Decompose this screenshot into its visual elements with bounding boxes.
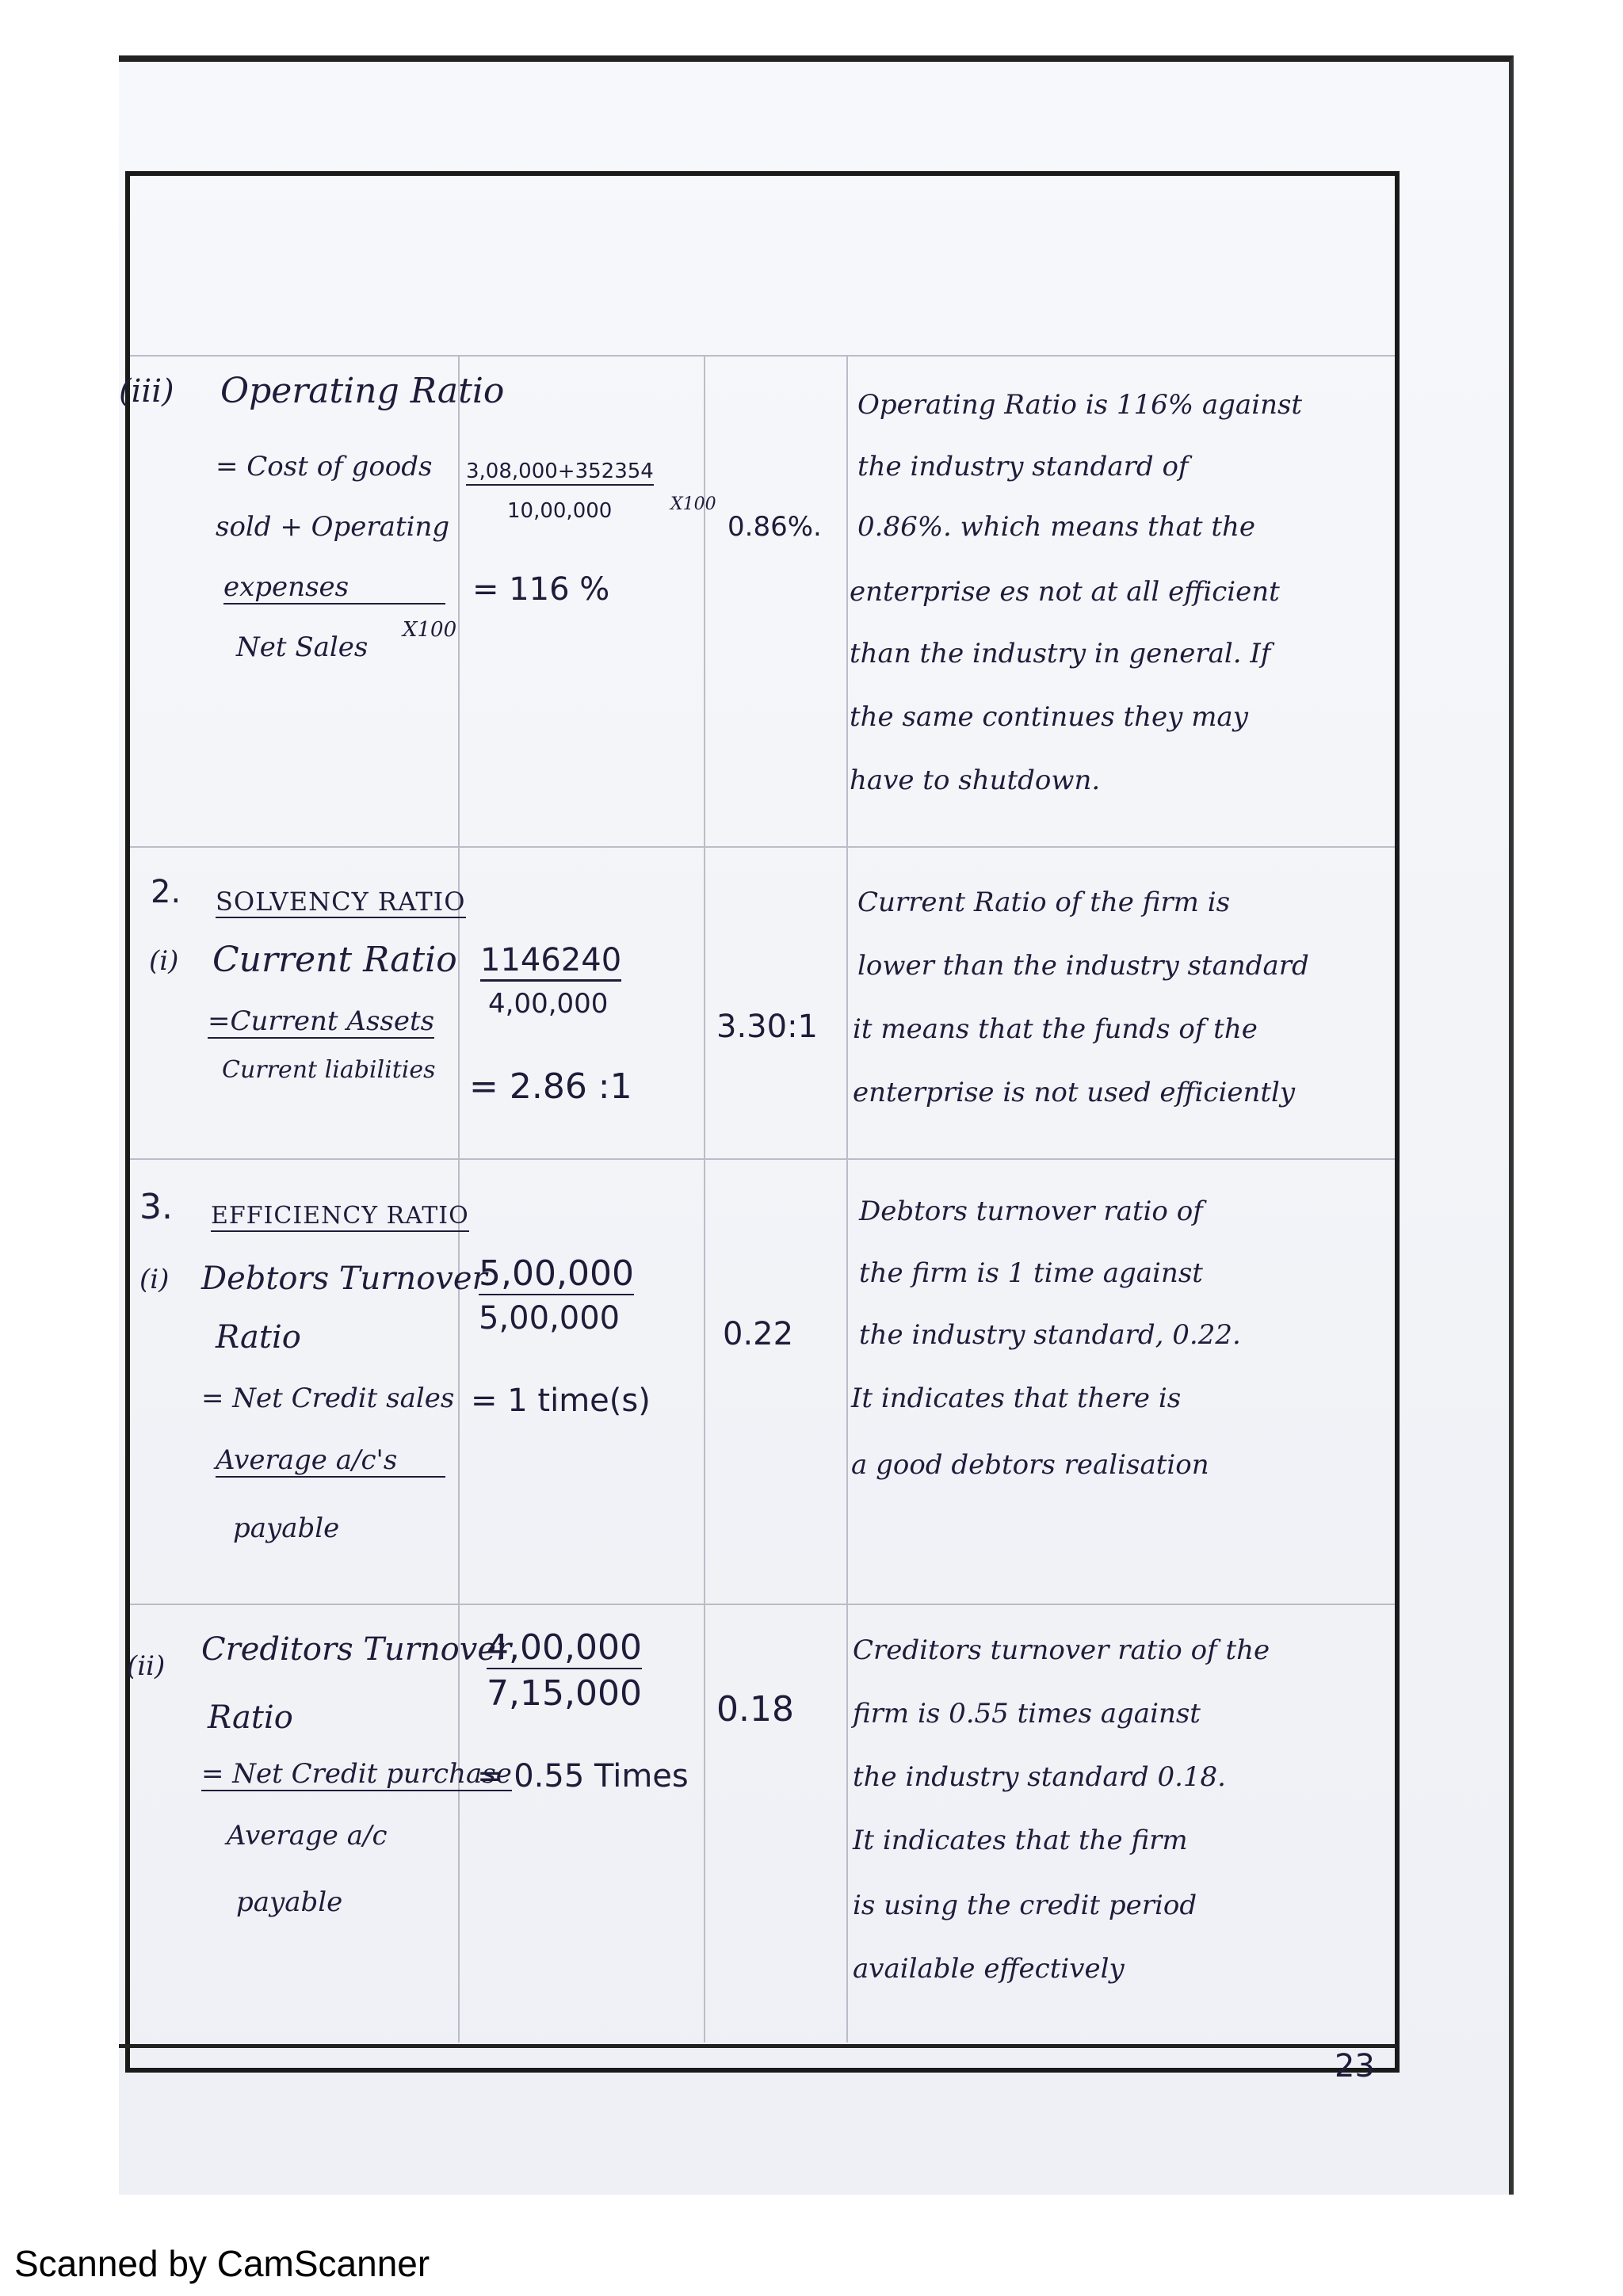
solvency-interpretation-line-3: it means that the funds of the	[853, 1013, 1258, 1045]
operating-formula-line-2: sold + Operating	[216, 511, 450, 543]
solvency-interpretation-line-2: lower than the industry standard	[857, 950, 1309, 982]
debtors-interpretation-line-1: Debtors turnover ratio of	[859, 1196, 1203, 1227]
operating-calc-result: = 116 %	[472, 571, 610, 608]
row-divider-top	[130, 355, 1395, 357]
solvency-number: 2.	[151, 874, 181, 910]
creditors-interpretation-line-1: Creditors turnover ratio of the	[853, 1634, 1270, 1666]
creditors-formula-denominator-line-2: payable	[236, 1886, 343, 1918]
operating-interpretation-line-1: Operating Ratio is 116% against	[857, 389, 1303, 421]
debtors-title-line-1: Debtors Turnover	[201, 1261, 487, 1297]
scanner-watermark: Scanned by CamScanner	[14, 2243, 430, 2284]
operating-interpretation-line-7: have to shutdown.	[850, 765, 1101, 796]
creditors-calc-result: = 0.55 Times	[477, 1758, 689, 1794]
debtors-calc-numerator: 5,00,000	[479, 1253, 634, 1294]
solvency-formula-denominator: Current liabilities	[222, 1056, 436, 1084]
row-divider-3	[130, 1604, 1395, 1605]
operating-formula-x100: X100	[403, 618, 457, 642]
creditors-formula-numerator: = Net Credit purchase	[201, 1758, 512, 1790]
creditors-title-line-2: Ratio	[208, 1699, 293, 1736]
bottom-rule	[119, 2044, 1396, 2048]
column-divider-3	[846, 355, 848, 2042]
solvency-interpretation-line-1: Current Ratio of the firm is	[857, 887, 1231, 918]
efficiency-number: 3.	[139, 1187, 173, 1227]
debtors-industry-standard: 0.22	[723, 1316, 794, 1352]
operating-label: (iii)	[119, 373, 174, 410]
operating-calc-x100: X100	[670, 494, 716, 514]
operating-interpretation-line-3: 0.86%. which means that the	[857, 511, 1256, 543]
operating-interpretation-line-5: than the industry in general. If	[850, 638, 1271, 669]
operating-formula-line-4: Net Sales	[236, 631, 369, 663]
creditors-title-line-1: Creditors Turnover	[201, 1631, 512, 1668]
operating-industry-standard: 0.86%.	[727, 511, 822, 543]
solvency-interpretation-line-4: enterprise is not used efficiently	[853, 1077, 1296, 1108]
efficiency-heading: EFFICIENCY RATIO	[211, 1204, 469, 1232]
creditors-interpretation-line-2: firm is 0.55 times against	[853, 1698, 1201, 1730]
solvency-formula-numerator: =Current Assets	[208, 1005, 435, 1037]
debtors-calc-result: = 1 time(s)	[471, 1383, 651, 1419]
column-divider-2	[704, 355, 705, 2042]
creditors-interpretation-line-5: is using the credit period	[853, 1890, 1197, 1921]
debtors-interpretation-line-3: the industry standard, 0.22.	[859, 1319, 1241, 1351]
debtors-calc-denominator: 5,00,000	[479, 1300, 621, 1337]
creditors-label: (ii)	[127, 1650, 166, 1682]
creditors-interpretation-line-6: available effectively	[853, 1953, 1125, 1985]
solvency-title: Current Ratio	[212, 940, 457, 980]
operating-calc-denominator: 10,00,000	[507, 499, 613, 523]
operating-formula-line-1: = Cost of goods	[216, 451, 433, 482]
creditors-industry-standard: 0.18	[716, 1689, 794, 1730]
operating-interpretation-line-2: the industry standard of	[857, 451, 1189, 482]
row-divider-2	[130, 1158, 1395, 1160]
solvency-industry-standard: 3.30:1	[716, 1009, 818, 1045]
operating-interpretation-line-6: the same continues they may	[850, 701, 1248, 733]
debtors-interpretation-line-2: the firm is 1 time against	[859, 1257, 1203, 1289]
creditors-calc-numerator: 4,00,000	[487, 1627, 642, 1668]
operating-calc-numerator: 3,08,000+352354	[466, 461, 654, 486]
solvency-heading: SOLVENCY RATIO	[216, 887, 466, 917]
debtors-title-line-2: Ratio	[216, 1319, 301, 1356]
operating-interpretation-line-4: enterprise es not at all efficient	[850, 576, 1280, 608]
debtors-formula-numerator: = Net Credit sales	[201, 1383, 455, 1414]
row-divider-1	[130, 846, 1395, 848]
page-number: 23	[1335, 2048, 1375, 2084]
creditors-calc-denominator: 7,15,000	[487, 1673, 642, 1714]
creditors-interpretation-line-3: the industry standard 0.18.	[853, 1761, 1226, 1793]
creditors-interpretation-line-4: It indicates that the firm	[853, 1825, 1188, 1856]
debtors-formula-denominator-line-2: payable	[233, 1512, 340, 1544]
debtors-interpretation-line-5: a good debtors realisation	[851, 1449, 1209, 1481]
solvency-calc-result: = 2.86 :1	[469, 1066, 632, 1107]
operating-title: Operating Ratio	[220, 371, 505, 411]
creditors-formula-denominator-line-1: Average a/c	[227, 1820, 388, 1852]
debtors-interpretation-line-4: It indicates that there is	[851, 1383, 1182, 1414]
debtors-formula-denominator-line-1: Average a/c's	[216, 1447, 445, 1478]
solvency-calc-denominator: 4,00,000	[488, 988, 609, 1020]
solvency-calc-numerator: 1146240	[480, 944, 621, 982]
efficiency-label: (i)	[139, 1264, 170, 1295]
operating-formula-line-3: expenses	[223, 574, 445, 605]
solvency-label: (i)	[149, 945, 179, 977]
